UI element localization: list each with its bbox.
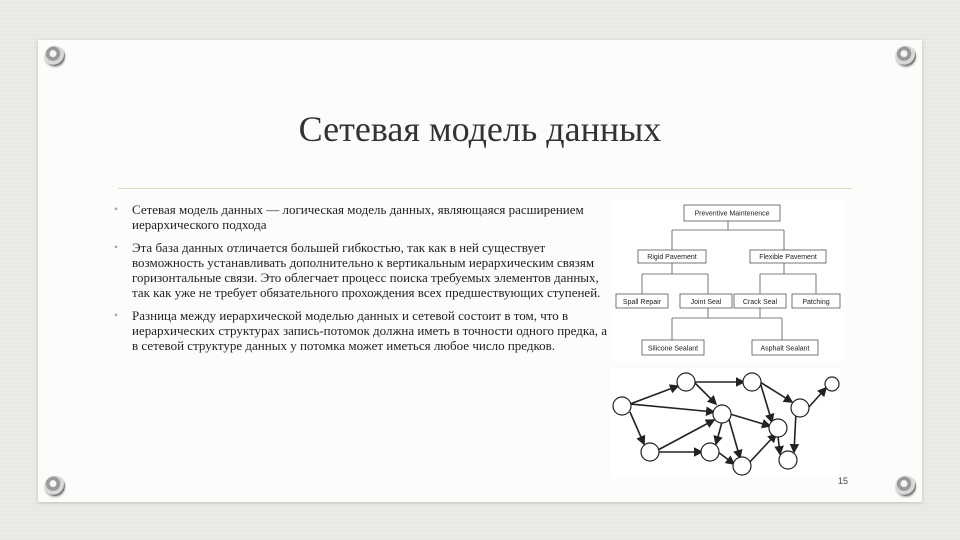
tree-label: Silicone Sealant: [647, 345, 699, 353]
graph-node: [769, 419, 787, 437]
graph-node: [613, 397, 631, 415]
bullet-text: Сетевая модель данных — логическая модель данных, являющаяся расширением иерархического подхода: [132, 202, 584, 232]
bullet-item: [112, 240, 612, 300]
tree-label: Patching: [802, 299, 830, 306]
bullet-item: [112, 308, 612, 353]
graph-node: [743, 373, 761, 391]
page-number: 15: [838, 476, 849, 486]
bullet-item: [112, 202, 612, 232]
graph-node: [713, 405, 731, 423]
network-graph-diagram: [610, 368, 840, 478]
title-divider: [118, 188, 852, 189]
pin-icon: [45, 476, 65, 496]
tree-label: Crack Seal: [742, 299, 778, 306]
tree-label: Flexible Pavement: [759, 254, 817, 261]
bullet-list: [112, 202, 612, 361]
tree-label: Rigid Pavement: [647, 254, 697, 261]
pin-icon: [45, 46, 65, 66]
bullet-text: Эта база данных отличается большей гибкостью, так как в ней существует возможность устанавливать дополнительно к вертикальным иерархическим связям горизонтальные связи. Это облегчает процесс поиска требуемых элементов данных, так как уже не требует обязательного прохождения всех предшествующих ступеней.: [132, 240, 601, 300]
hierarchical-tree-diagram: [612, 200, 844, 362]
bullet-icon: •: [114, 240, 119, 254]
graph-node: [791, 399, 809, 417]
graph-node: [641, 443, 659, 461]
graph-node: [825, 377, 839, 391]
pin-icon: [896, 476, 916, 496]
graph-node: [677, 373, 695, 391]
tree-label: Spall Repair: [622, 299, 662, 306]
pin-icon: [896, 46, 916, 66]
slide-title: Сетевая модель данных: [298, 109, 662, 149]
tree-label-root: Preventive Maintenence: [694, 210, 770, 218]
tree-label: Asphalt Sealant: [760, 345, 810, 353]
tree-label: Joint Seal: [690, 299, 722, 306]
graph-node: [779, 451, 797, 469]
bullet-text: Разница между иерархической моделью данных и сетевой состоит в том, что в иерархических структурах запись-потомок должна иметь в точности одного предка, а в сетевой структуре данных у потомка может иметься любое число предков.: [132, 308, 608, 353]
graph-node: [733, 457, 751, 475]
bullet-icon: •: [114, 308, 119, 322]
bullet-icon: •: [114, 202, 119, 216]
graph-node: [701, 443, 719, 461]
